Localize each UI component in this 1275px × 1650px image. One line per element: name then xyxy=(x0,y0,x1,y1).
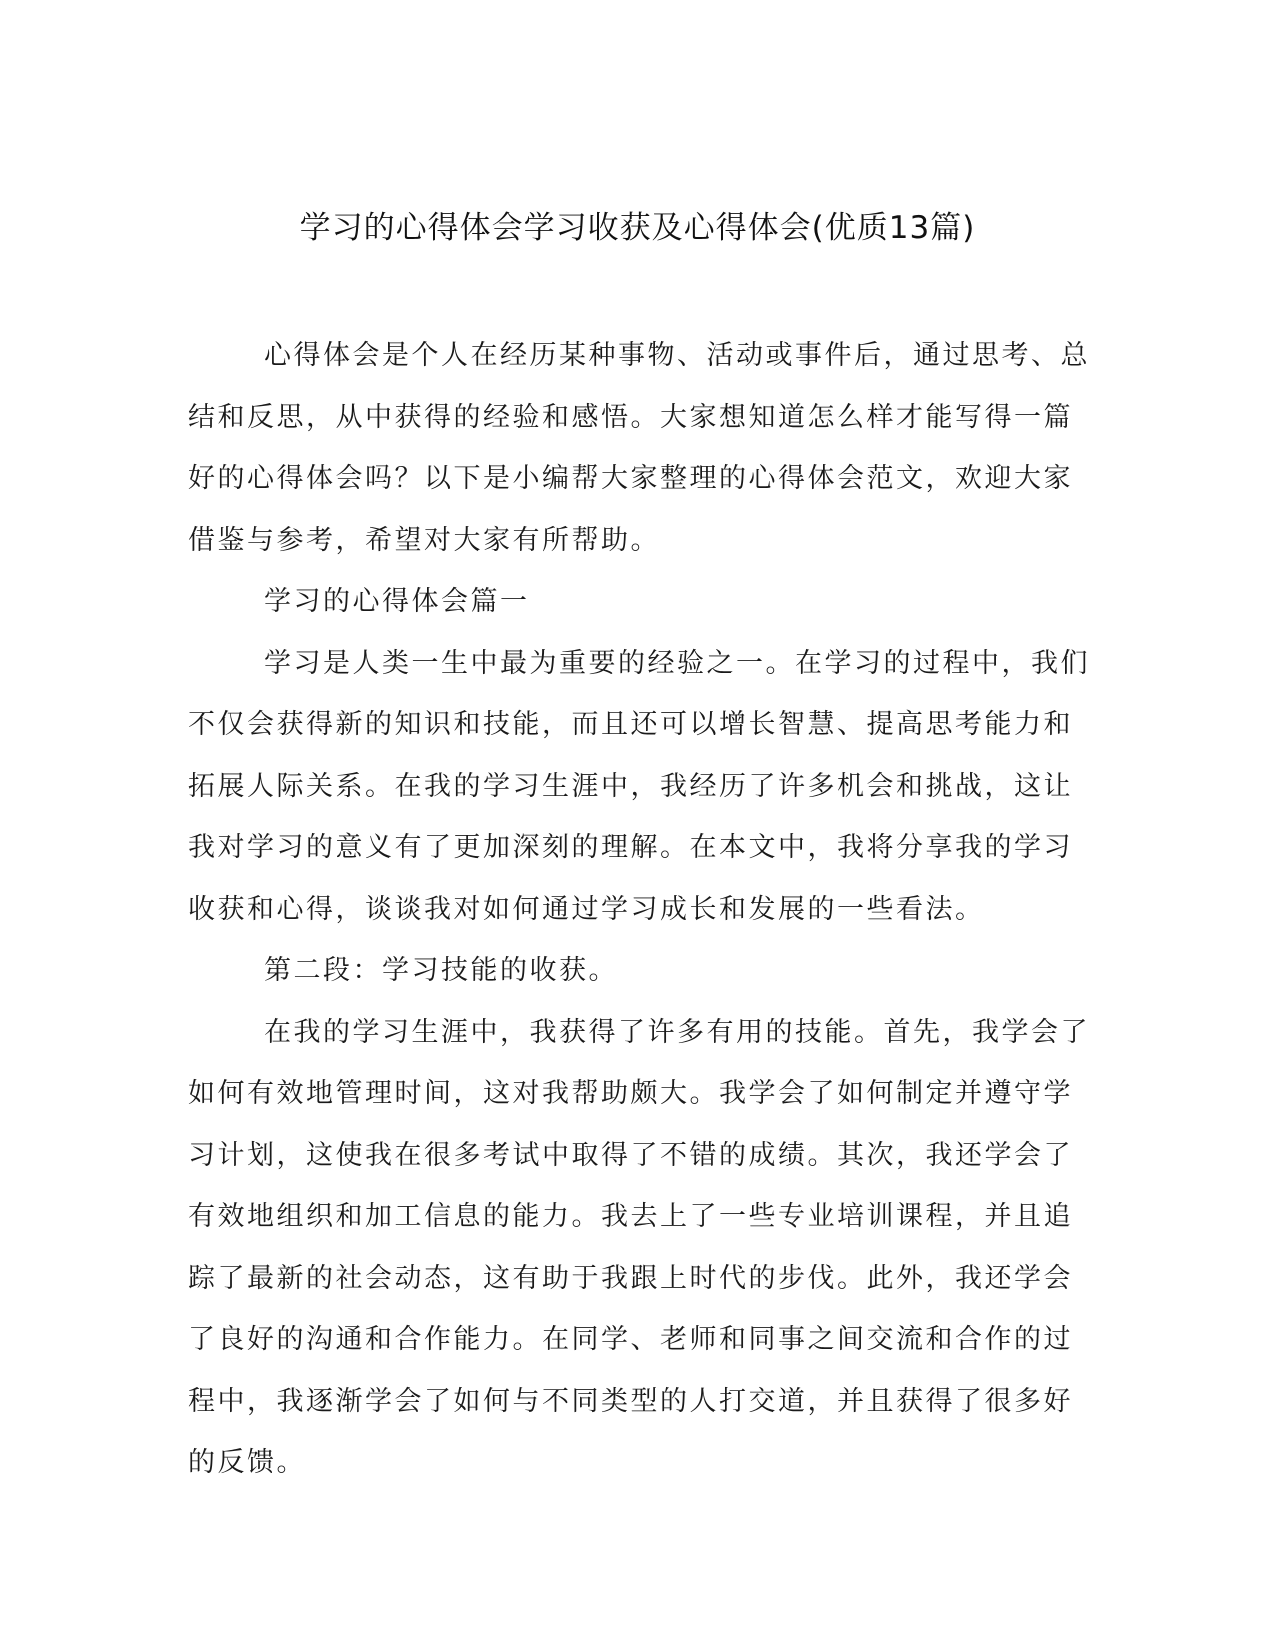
text-line: 习计划，这使我在很多考试中取得了不错的成绩。其次，我还学会了 xyxy=(188,1139,1073,1171)
text-line: 了良好的沟通和合作能力。在同学、老师和同事之间交流和合作的过 xyxy=(188,1324,1073,1355)
text-line: 踪了最新的社会动态，这有助于我跟上时代的步伐。此外，我还学会 xyxy=(188,1262,1073,1294)
text-line: 程中，我逐渐学会了如何与不同类型的人打交道，并且获得了很多好 xyxy=(188,1385,1073,1417)
text-line: 在我的学习生涯中，我获得了许多有用的技能。首先，我学会了 xyxy=(264,1016,1090,1048)
text-line: 结和反思，从中获得的经验和感悟。大家想知道怎么样才能写得一篇 xyxy=(188,401,1073,433)
text-line: 学习的心得体会篇一 xyxy=(264,586,530,617)
document-body xyxy=(188,325,1090,1494)
document-title: 学习的心得体会学习收获及心得体会(优质13篇) xyxy=(299,210,976,246)
text-line: 不仅会获得新的知识和技能，而且还可以增长智慧、提高思考能力和 xyxy=(188,709,1073,740)
text-line: 如何有效地管理时间，这对我帮助颇大。我学会了如何制定并遵守学 xyxy=(188,1078,1073,1109)
text-line: 心得体会是个人在经历某种事物、活动或事件后，通过思考、总 xyxy=(264,340,1090,371)
text-line: 学习是人类一生中最为重要的经验之一。在学习的过程中，我们 xyxy=(264,647,1090,679)
text-line: 借鉴与参考，希望对大家有所帮助。 xyxy=(188,524,660,556)
text-line: 收获和心得，谈谈我对如何通过学习成长和发展的一些看法。 xyxy=(188,893,985,925)
text-line: 有效地组织和加工信息的能力。我去上了一些专业培训课程，并且追 xyxy=(188,1201,1073,1232)
text-line: 我对学习的意义有了更加深刻的理解。在本文中，我将分享我的学习 xyxy=(188,832,1073,863)
text-line: 的反馈。 xyxy=(188,1447,306,1478)
text-line: 好的心得体会吗？以下是小编帮大家整理的心得体会范文，欢迎大家 xyxy=(188,463,1073,494)
text-line: 拓展人际关系。在我的学习生涯中，我经历了许多机会和挑战，这让 xyxy=(188,770,1073,802)
text-line: 第二段：学习技能的收获。 xyxy=(264,955,618,986)
